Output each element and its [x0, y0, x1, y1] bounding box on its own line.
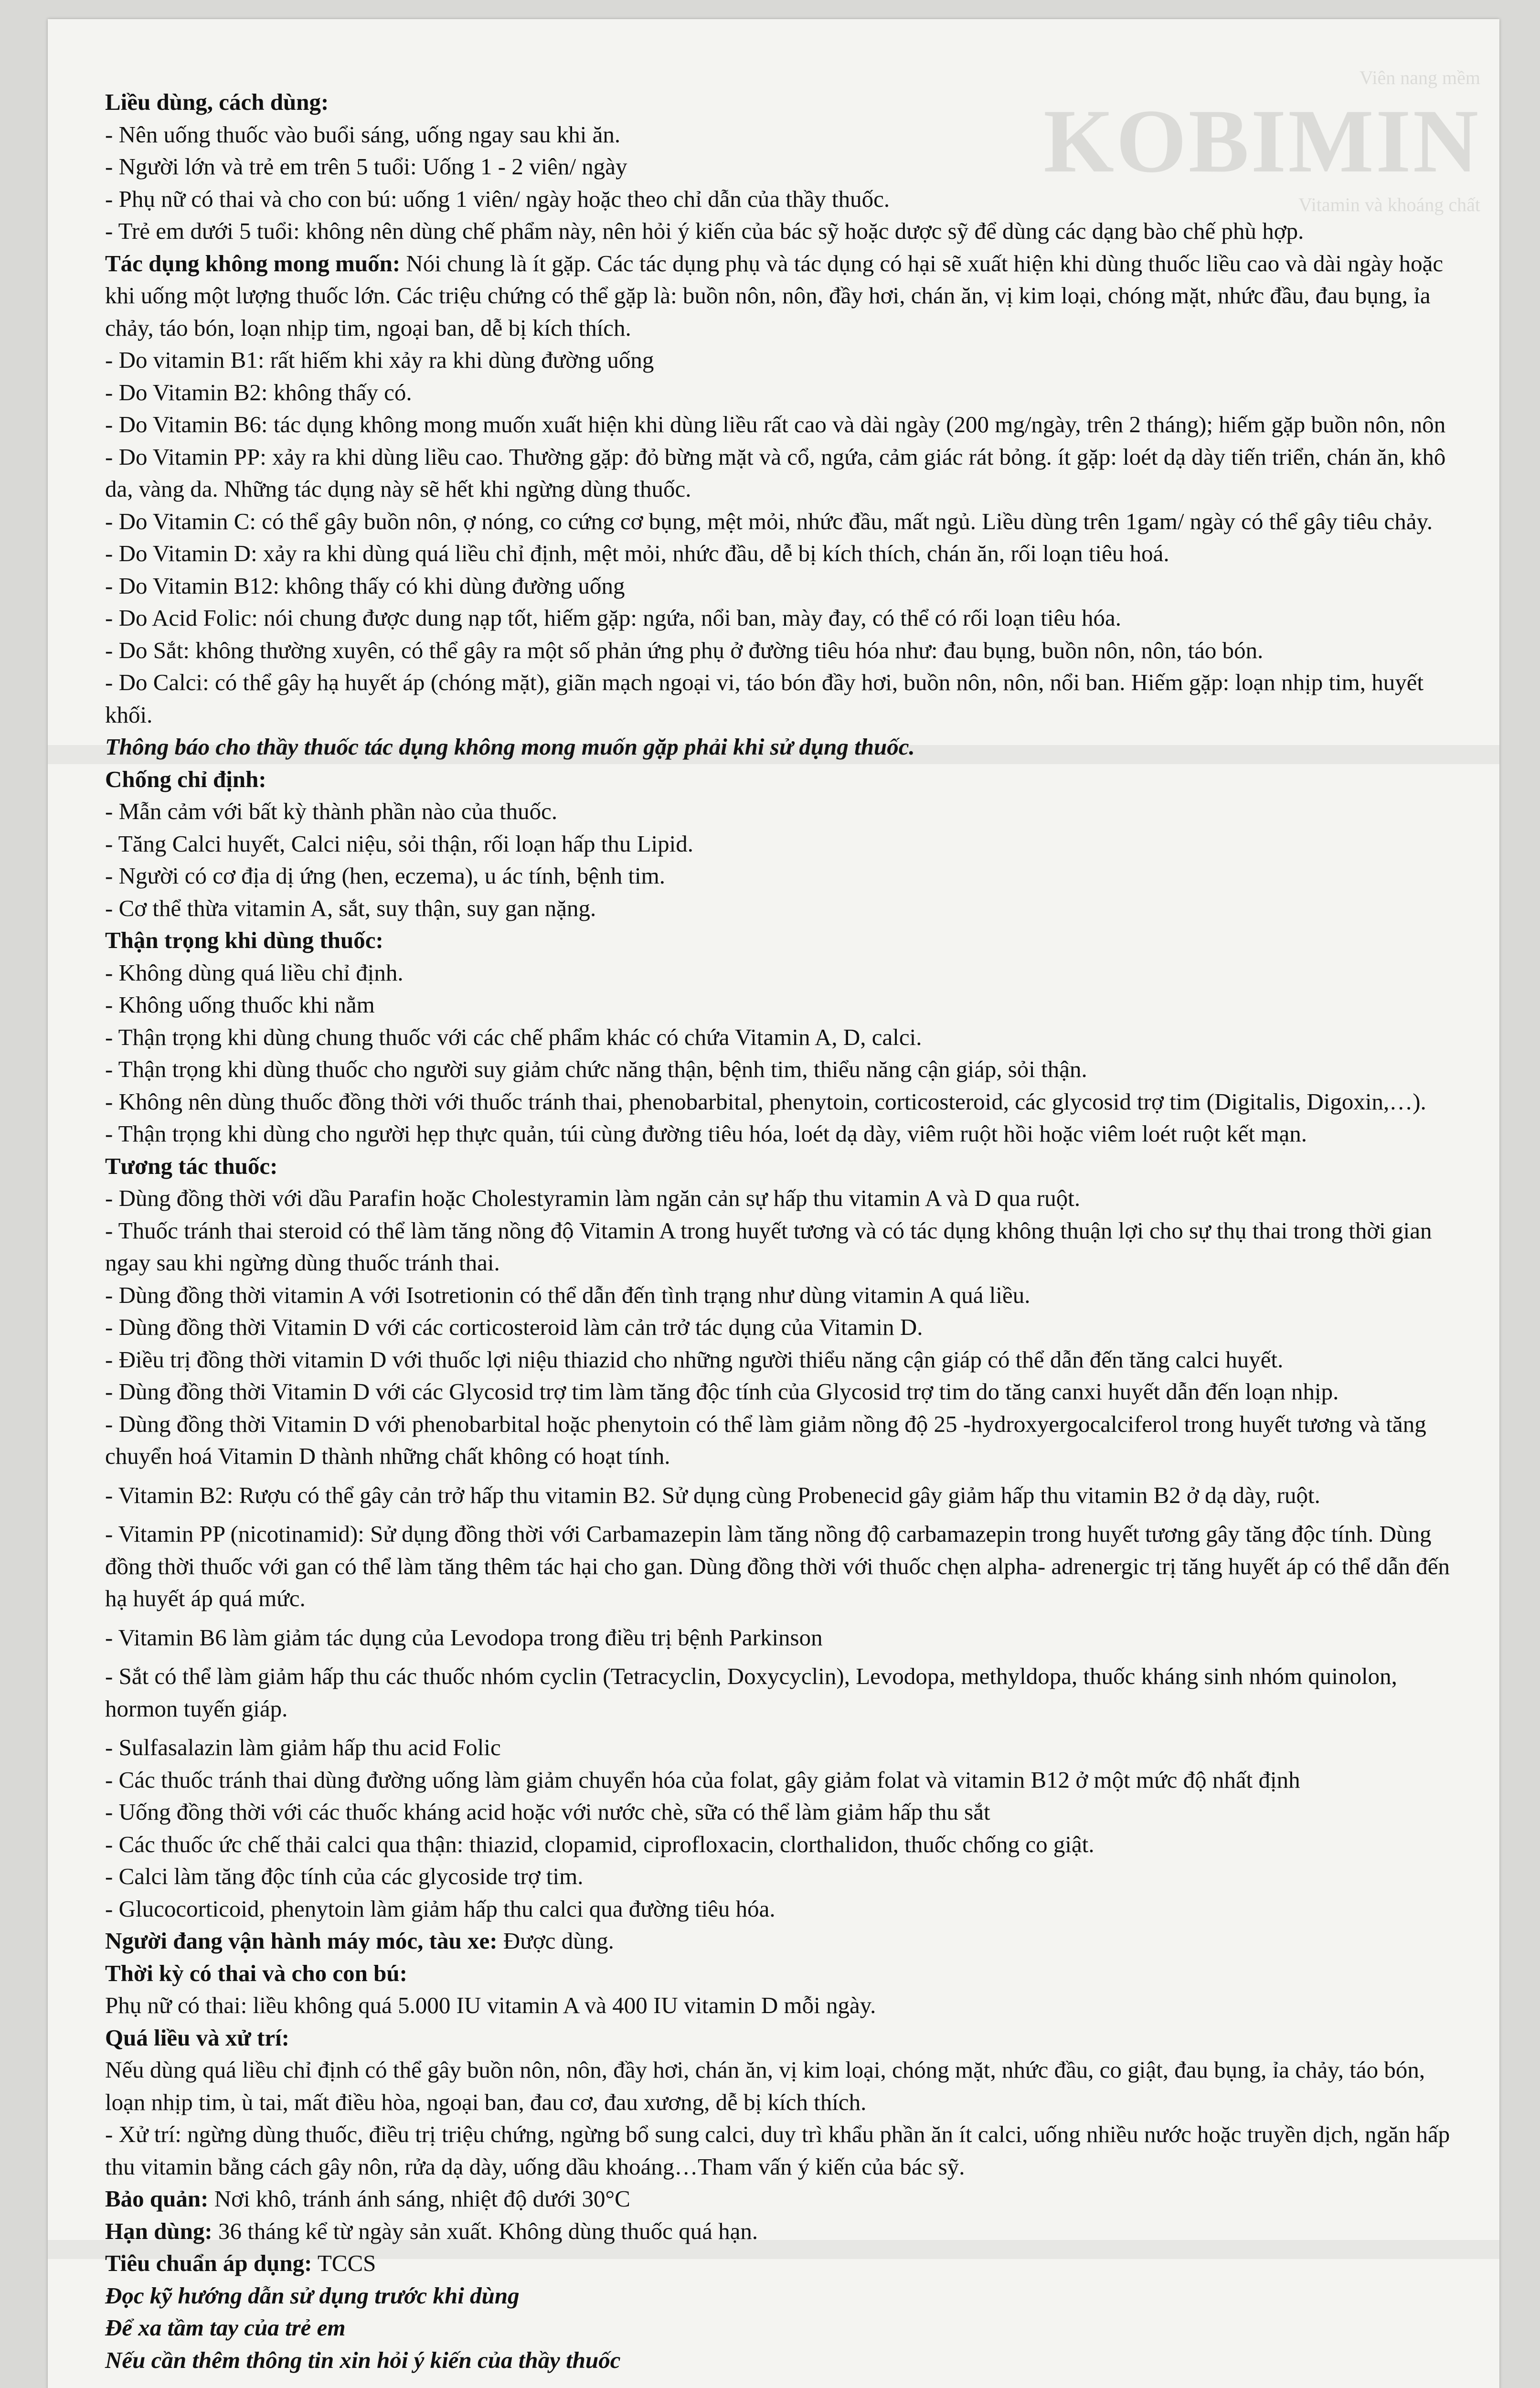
paragraph-text: - Vitamin PP (nicotinamid): Sử dụng đồng thời với Carbamazepin làm tăng nồng độ carbamazepin trong huyết tương gây tăng độc tính. Dùng đồng thời thuốc với gan có thể làm tăng thêm tác hại cho gan. Dùng đồng thời với thuốc chẹn alpha- adrenergic trị tăng huyết áp có thể dẫn đến hạ huyết áp quá mức. — [105, 1521, 1450, 1611]
leaflet-paragraph — [105, 924, 1452, 957]
paragraph-text: - Sulfasalazin làm giảm hấp thu acid Folic — [105, 1734, 501, 1760]
leaflet-paragraph — [105, 1731, 1452, 1764]
leaflet-paragraph — [105, 892, 1452, 925]
leaflet-paragraph — [105, 215, 1452, 247]
paragraph-text: - Điều trị đồng thời vitamin D với thuốc lợi niệu thiazid cho những người thiểu năng cận giáp có thể dẫn đến tăng calci huyết. — [105, 1346, 1284, 1373]
paragraph-text: Nơi khô, tránh ánh sáng, nhiệt độ dưới 30°C — [208, 2185, 630, 2212]
leaflet-paragraph — [105, 1375, 1452, 1408]
paragraph-text: Chống chỉ định: — [105, 766, 266, 792]
paragraph-text: - Do Sắt: không thường xuyên, có thể gây ra một số phản ứng phụ ở đường tiêu hóa như: đau bụng, buồn nôn, nôn, táo bón. — [105, 637, 1264, 663]
paragraph-text: - Thận trọng khi dùng cho người hẹp thực quản, túi cùng đường tiêu hóa, loét dạ dày, viêm ruột hồi hoặc viêm loét ruột kết mạn. — [105, 1120, 1307, 1147]
leaflet-paragraph — [105, 1479, 1452, 1512]
paragraph-text: - Phụ nữ có thai và cho con bú: uống 1 viên/ ngày hoặc theo chỉ dẫn của thầy thuốc. — [105, 185, 890, 212]
paragraph-text: - Các thuốc ức chế thải calci qua thận: thiazid, clopamid, ciprofloxacin, clorthalidon, thuốc chống co giật. — [105, 1831, 1094, 1857]
paragraph-text: Phụ nữ có thai: liều không quá 5.000 IU vitamin A và 400 IU vitamin D mỗi ngày. — [105, 1992, 876, 2018]
paragraph-gap — [105, 1472, 1452, 1479]
paragraph-label: Hạn dùng: — [105, 2217, 212, 2244]
leaflet-paragraph — [105, 1957, 1452, 1990]
leaflet-paragraph — [105, 1764, 1452, 1796]
paragraph-text: - Không uống thuốc khi nằm — [105, 991, 375, 1018]
leaflet-paragraph — [105, 795, 1452, 828]
paragraph-label: Người đang vận hành máy móc, tàu xe: — [105, 1928, 498, 1954]
ghost-line: Viên nang mềm — [1359, 67, 1480, 88]
paragraph-text: - Do Vitamin D: xảy ra khi dùng quá liều chỉ định, mệt mỏi, nhức đầu, dễ bị kích thích, chán ăn, rối loạn tiêu hoá. — [105, 540, 1169, 566]
leaflet-paragraph — [105, 505, 1452, 538]
paragraph-text: - Calci làm tăng độc tính của các glycoside trợ tim. — [105, 1863, 584, 1889]
paragraph-text: - Do Acid Folic: nói chung được dung nạp tốt, hiếm gặp: ngứa, nổi ban, mày đay, có thể có rối loạn tiêu hóa. — [105, 605, 1121, 631]
leaflet-paragraph — [105, 860, 1452, 892]
paragraph-text: - Dùng đồng thời Vitamin D với các corticosteroid làm cản trở tác dụng của Vitamin D. — [105, 1314, 923, 1340]
leaflet-paragraph — [105, 2183, 1452, 2215]
paragraph-label: Tác dụng không mong muốn: — [105, 250, 401, 277]
paragraph-text: Nếu cần thêm thông tin xin hỏi ý kiến của thầy thuốc — [105, 2346, 621, 2373]
leaflet-paragraph — [105, 1925, 1452, 1957]
leaflet-paragraph — [105, 1828, 1452, 1861]
paragraph-text: - Người lớn và trẻ em trên 5 tuổi: Uống 1 - 2 viên/ ngày — [105, 153, 627, 180]
leaflet-paragraph — [105, 1989, 1452, 2022]
paragraph-text: - Thận trọng khi dùng chung thuốc với các chế phẩm khác có chứa Vitamin A, D, calci. — [105, 1023, 922, 1050]
paragraph-text: - Do Vitamin B2: không thấy có. — [105, 379, 412, 405]
paragraph-text: Để xa tầm tay của trẻ em — [105, 2314, 346, 2341]
leaflet-paragraph — [105, 989, 1452, 1021]
paragraph-text: Nếu dùng quá liều chỉ định có thể gây buồn nôn, nôn, đầy hơi, chán ăn, vị kim loại, chóng mặt, nhức đầu, co giật, đau bụng, ỉa chảy, táo bón, loạn nhịp tim, ù tai, mất điều hòa, ngoại ban, đau cơ, đau xương, dễ bị kích thích. — [105, 2057, 1425, 2115]
paragraph-text: - Người có cơ địa dị ứng (hen, eczema), u ác tính, bệnh tim. — [105, 863, 666, 889]
paragraph-text: - Các thuốc tránh thai dùng đường uống làm giảm chuyển hóa của folat, gây giảm folat và vitamin B12 ở một mức độ nhất định — [105, 1766, 1300, 1793]
leaflet-paragraph — [105, 1311, 1452, 1343]
paragraph-text: - Do Vitamin B6: tác dụng không mong muốn xuất hiện khi dùng liều rất cao và dài ngày (200 mg/ngày, trên 2 tháng); hiếm gặp buồn nôn, nôn — [105, 411, 1446, 437]
paragraph-gap — [105, 1511, 1452, 1518]
leaflet-paragraph — [105, 2215, 1452, 2248]
leaflet-paragraph — [105, 1796, 1452, 1828]
leaflet-paragraph — [105, 1182, 1452, 1215]
leaflet-paragraph — [105, 570, 1452, 602]
paragraph-text: - Xử trí: ngừng dùng thuốc, điều trị triệu chứng, ngừng bổ sung calci, duy trì khẩu phần ăn ít calci, uống nhiều nước hoặc truyền dịch, ngăn hấp thu vitamin bằng cách gây nôn, rửa dạ dày, uống dầu khoáng…Tham vấn ý kiến của bác sỹ. — [105, 2121, 1450, 2180]
paragraph-text: Thời kỳ có thai và cho con bú: — [105, 1960, 407, 1986]
paragraph-text: - Không dùng quá liều chỉ định. — [105, 959, 404, 986]
leaflet-paragraph — [105, 2054, 1452, 2118]
paragraph-text: - Dùng đồng thời với dầu Parafin hoặc Cholestyramin làm ngăn cản sự hấp thu vitamin A và D qua ruột. — [105, 1185, 1081, 1211]
leaflet-paragraph — [105, 1279, 1452, 1311]
paragraph-text: - Uống đồng thời với các thuốc kháng acid hoặc với nước chè, sữa có thể làm giảm hấp thu sắt — [105, 1799, 990, 1825]
paragraph-text: - Mẫn cảm với bất kỳ thành phần nào của thuốc. — [105, 798, 558, 824]
paragraph-text: Nói chung là ít gặp. Các tác dụng phụ và tác dụng có hại sẽ xuất hiện khi dùng thuốc liều cao và dài ngày hoặc khi uống một lượng thuốc lớn. Các triệu chứng có thể gặp là: buồn nôn, nôn, đầy hơi, chán ăn, vị kim loại, chóng mặt, nhức đầu, đau bụng, ỉa chảy, táo bón, loạn nhịp tim, ngoại ban, dễ bị kích thích. — [105, 250, 1444, 341]
paragraph-text: - Do vitamin B1: rất hiếm khi xảy ra khi dùng đường uống — [105, 347, 654, 373]
paragraph-text: - Vitamin B2: Rượu có thể gây cản trở hấp thu vitamin B2. Sử dụng cùng Probenecid gây giảm hấp thu vitamin B2 ở dạ dày, ruột. — [105, 1482, 1320, 1508]
paragraph-text: - Do Vitamin C: có thể gây buồn nôn, ợ nóng, co cứng cơ bụng, mệt mỏi, nhức đầu, mất ngủ. Liều dùng trên 1gam/ ngày có thể gây tiêu chảy. — [105, 508, 1433, 534]
paragraph-text: - Tăng Calci huyết, Calci niệu, sỏi thận, rối loạn hấp thu Lipid. — [105, 830, 694, 857]
leaflet-paragraph — [105, 634, 1452, 667]
leaflet-paragraph — [105, 957, 1452, 989]
paragraph-gap — [105, 1725, 1452, 1731]
paragraph-text: - Dùng đồng thời Vitamin D với phenobarbital hoặc phenytoin có thể làm giảm nồng độ 25 -hydroxyergocalciferol trong huyết tương và tăng chuyển hoá Vitamin D thành những chất không có hoạt tính. — [105, 1410, 1426, 1469]
leaflet-paragraph — [105, 247, 1452, 344]
paragraph-text: - Do Vitamin B12: không thấy có khi dùng đường uống — [105, 572, 625, 599]
paragraph-text: - Sắt có thể làm giảm hấp thu các thuốc nhóm cyclin (Tetracyclin, Doxycyclin), Levodopa, methyldopa, thuốc kháng sinh nhóm quinolon, hormon tuyến giáp. — [105, 1663, 1397, 1722]
paragraph-text: - Do Calci: có thể gây hạ huyết áp (chóng mặt), giãn mạch ngoại vi, táo bón đầy hơi, buồn nôn, nôn, nổi ban. Hiếm gặp: loạn nhịp tim, huyết khối. — [105, 669, 1424, 728]
leaflet-paragraph — [105, 2312, 1452, 2344]
leaflet-paragraph — [105, 537, 1452, 570]
paragraph-text: - Do Vitamin PP: xảy ra khi dùng liều cao. Thường gặp: đỏ bừng mặt và cổ, ngứa, cảm giác rát bỏng. ít gặp: loét dạ dày tiến triển, chán ăn, khô da, vàng da. Những tác dụng này sẽ hết khi ngừng dùng thuốc. — [105, 443, 1446, 502]
paragraph-text: Được dùng. — [497, 1928, 614, 1954]
leaflet-paragraph — [105, 2118, 1452, 2183]
leaflet-paragraph — [105, 376, 1452, 409]
paragraph-text: Quá liều và xử trí: — [105, 2024, 289, 2051]
paragraph-text: - Trẻ em dưới 5 tuổi: không nên dùng chế phẩm này, nên hỏi ý kiến của bác sỹ hoặc dược sỹ để dùng các dạng bào chế phù hợp. — [105, 218, 1304, 244]
leaflet-paragraph — [105, 1860, 1452, 1893]
leaflet-sheet — [48, 19, 1499, 2388]
paragraph-gap — [105, 1615, 1452, 1621]
paragraph-text: TCCS — [312, 2250, 376, 2276]
paragraph-text: Tương tác thuốc: — [105, 1152, 278, 1179]
leaflet-paragraph — [105, 118, 1452, 151]
leaflet-paragraph — [105, 86, 1452, 118]
leaflet-paragraph — [105, 2280, 1452, 2312]
leaflet-body — [105, 86, 1452, 2376]
leaflet-paragraph — [105, 828, 1452, 860]
paragraph-text: - Không nên dùng thuốc đồng thời với thuốc tránh thai, phenobarbital, phenytoin, corticosteroid, các glycosid trợ tim (Digitalis, Digoxin,…). — [105, 1088, 1426, 1115]
paragraph-text: - Nên uống thuốc vào buổi sáng, uống ngay sau khi ăn. — [105, 121, 621, 148]
leaflet-paragraph — [105, 1621, 1452, 1654]
paragraph-text: Đọc kỹ hướng dẫn sử dụng trước khi dùng — [105, 2282, 520, 2309]
paragraph-text: - Cơ thể thừa vitamin A, sắt, suy thận, suy gan nặng. — [105, 895, 596, 921]
paragraph-label: Bảo quản: — [105, 2185, 209, 2212]
paragraph-label: Tiêu chuẩn áp dụng: — [105, 2250, 312, 2276]
paragraph-text: Liều dùng, cách dùng: — [105, 89, 329, 115]
leaflet-paragraph — [105, 1408, 1452, 1472]
paragraph-text: - Thận trọng khi dùng thuốc cho người suy giảm chức năng thận, bệnh tim, thiểu năng cận giáp, sỏi thận. — [105, 1056, 1087, 1082]
paragraph-text: Thận trọng khi dùng thuốc: — [105, 927, 383, 953]
leaflet-paragraph — [105, 344, 1452, 376]
leaflet-paragraph — [105, 1518, 1452, 1615]
leaflet-paragraph — [105, 731, 1452, 763]
leaflet-paragraph — [105, 602, 1452, 634]
leaflet-paragraph — [105, 1893, 1452, 1925]
paragraph-text: - Thuốc tránh thai steroid có thể làm tăng nồng độ Vitamin A trong huyết tương và có tác dụng không thuận lợi cho sự thụ thai trong thời gian ngay sau khi ngừng dùng thuốc tránh thai. — [105, 1217, 1432, 1276]
leaflet-paragraph — [105, 763, 1452, 796]
paragraph-gap — [105, 1653, 1452, 1660]
paragraph-text: - Vitamin B6 làm giảm tác dụng của Levodopa trong điều trị bệnh Parkinson — [105, 1624, 823, 1651]
leaflet-paragraph — [105, 1150, 1452, 1183]
leaflet-paragraph — [105, 183, 1452, 215]
paragraph-text: - Glucocorticoid, phenytoin làm giảm hấp thu calci qua đường tiêu hóa. — [105, 1895, 775, 1922]
leaflet-paragraph — [105, 1053, 1452, 1086]
leaflet-paragraph — [105, 408, 1452, 441]
leaflet-paragraph — [105, 150, 1452, 183]
leaflet-paragraph — [105, 1118, 1452, 1150]
leaflet-paragraph — [105, 1343, 1452, 1376]
paragraph-text: - Dùng đồng thời vitamin A với Isotretionin có thể dẫn đến tình trạng như dùng vitamin A quá liều. — [105, 1281, 1030, 1308]
leaflet-paragraph — [105, 1215, 1452, 1279]
leaflet-paragraph — [105, 666, 1452, 731]
leaflet-paragraph — [105, 1660, 1452, 1725]
leaflet-paragraph — [105, 441, 1452, 505]
paragraph-text: 36 tháng kể từ ngày sản xuất. Không dùng thuốc quá hạn. — [212, 2217, 758, 2244]
ghost-line: Vitamin và khoáng chất — [1298, 194, 1480, 215]
leaflet-paragraph — [105, 2247, 1452, 2280]
paragraph-text: - Dùng đồng thời Vitamin D với các Glycosid trợ tim làm tăng độc tính của Glycosid trợ tim do tăng canxi huyết dẫn đến loạn nhịp. — [105, 1378, 1339, 1405]
leaflet-paragraph — [105, 2022, 1452, 2054]
leaflet-paragraph — [105, 2344, 1452, 2377]
leaflet-paragraph — [105, 1021, 1452, 1054]
paragraph-text: Thông báo cho thầy thuốc tác dụng không mong muốn gặp phải khi sử dụng thuốc. — [105, 734, 915, 760]
leaflet-paragraph — [105, 1086, 1452, 1118]
ghost-brand: KOBIMIN — [1043, 91, 1480, 192]
